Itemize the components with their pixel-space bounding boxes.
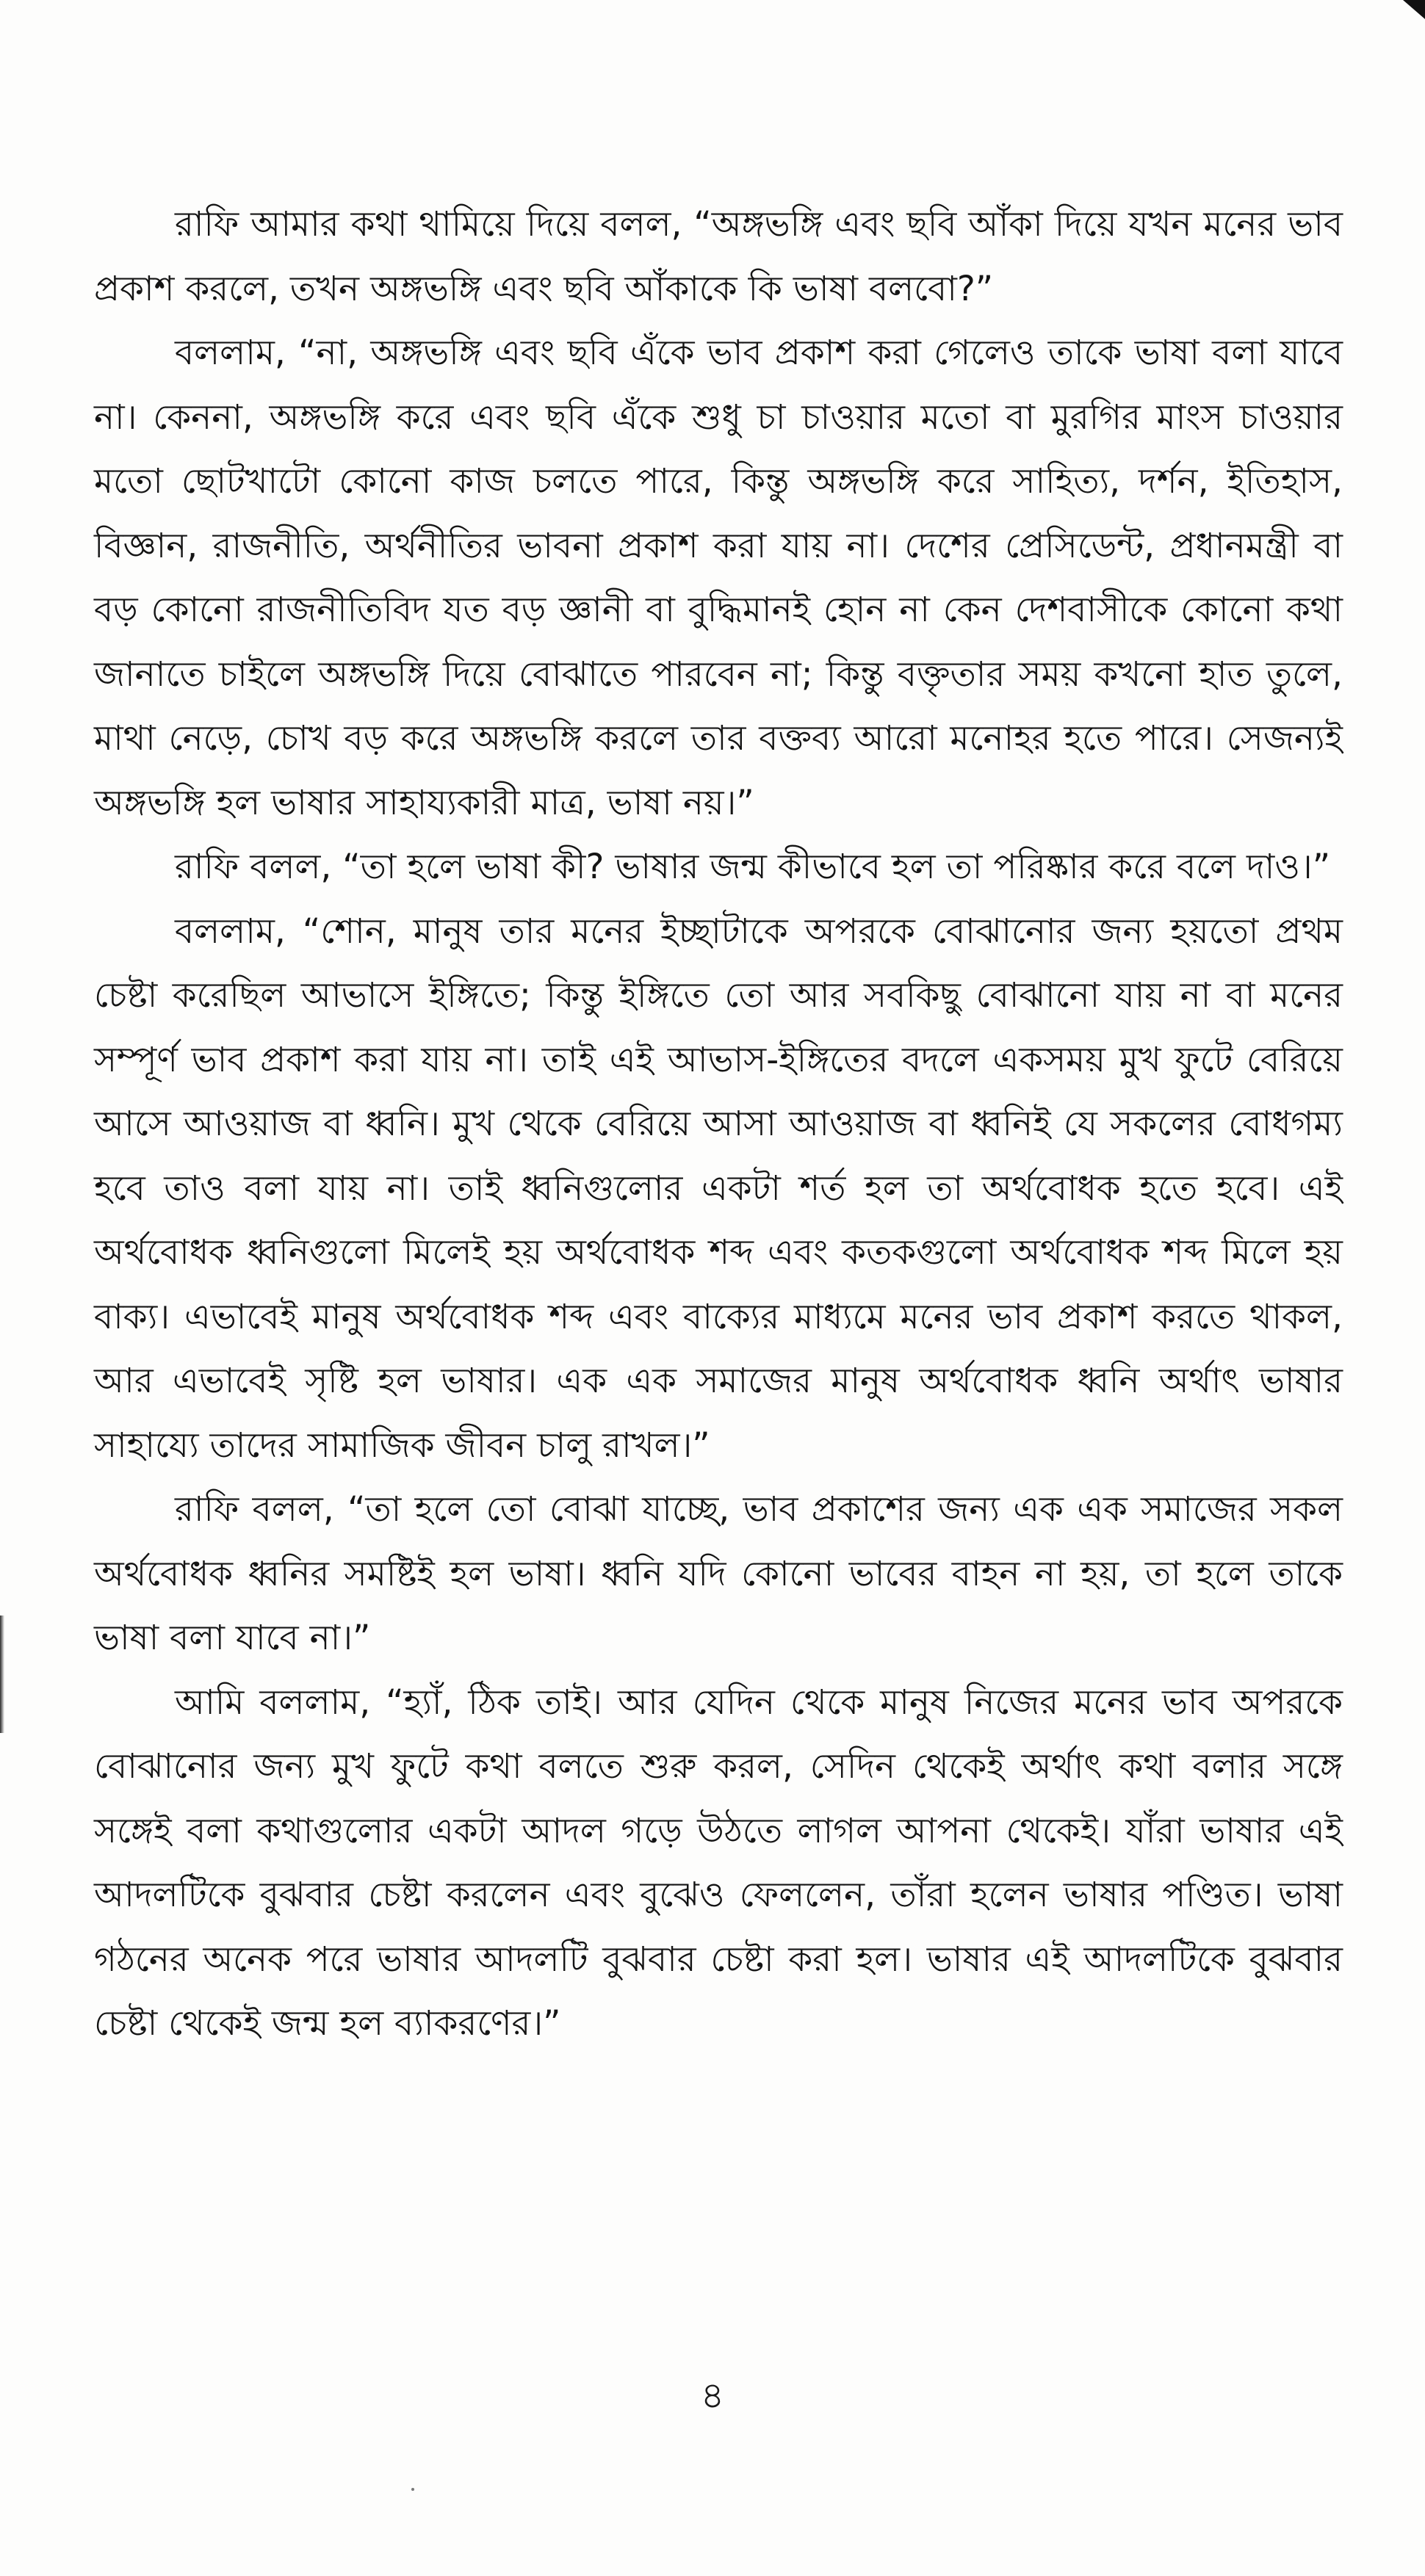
page-number: ৪ xyxy=(700,2374,725,2417)
paragraph-4: বললাম, “শোন, মানুষ তার মনের ইচ্ছাটাকে অপরকে বোঝানোর জন্য হয়তো প্রথম চেষ্টা করেছিল আভাসে ইঙ্গিতে; কিন্তু ইঙ্গিতে তো আর সবকিছু বোঝানো যায় না বা মনের সম্পূর্ণ ভাব প্রকাশ করা যায় না। তাই এই আভাস-ইঙ্গিতের বদলে একসময় মুখ ফুটে বেরিয়ে আসে আওয়াজ বা ধ্বনি। মুখ থেকে বেরিয়ে আসা আওয়াজ বা ধ্বনিই যে সকলের বোধগম্য হবে তাও বলা যায় না। তাই ধ্বনিগুলোর একটা শর্ত হল তা অর্থবোধক হতে হবে। এই অর্থবোধক ধ্বনিগুলো মিলেই হয় অর্থবোধক শব্দ এবং কতকগুলো অর্থবোধক শব্দ মিলে হয় বাক্য। এভাবেই মানুষ অর্থবোধক শব্দ এবং বাক্যের মাধ্যমে মনের ভাব প্রকাশ করতে থাকল, আর এভাবেই সৃষ্টি হল ভাষার। এক এক সমাজের মানুষ অর্থবোধক ধ্বনি অর্থাৎ ভাষার সাহায্যে তাদের সামাজিক জীবন চালু রাখল।” xyxy=(94,911,1343,1466)
scan-edge-shadow xyxy=(0,1616,4,1733)
page-body xyxy=(94,192,1343,2056)
scan-corner-mark xyxy=(1403,0,1425,19)
paragraph-5: রাফি বলল, “তা হলে তো বোঝা যাচ্ছে, ভাব প্রকাশের জন্য এক এক সমাজের সকল অর্থবোধক ধ্বনির সমষ্টিই হল ভাষা। ধ্বনি যদি কোনো ভাবের বাহন না হয়, তা হলে তাকে ভাষা বলা যাবে না।” xyxy=(94,1489,1343,1658)
scan-speck xyxy=(411,2488,414,2491)
paragraph-2: বললাম, “না, অঙ্গভঙ্গি এবং ছবি এঁকে ভাব প্রকাশ করা গেলেও তাকে ভাষা বলা যাবে না। কেননা, অঙ্গভঙ্গি করে এবং ছবি এঁকে শুধু চা চাওয়ার মতো বা মুরগির মাংস চাওয়ার মতো ছোটখাটো কোনো কাজ চলতে পারে, কিন্তু অঙ্গভঙ্গি করে সাহিত্য, দর্শন, ইতিহাস, বিজ্ঞান, রাজনীতি, অর্থনীতির ভাবনা প্রকাশ করা যায় না। দেশের প্রেসিডেন্ট, প্রধানমন্ত্রী বা বড় কোনো রাজনীতিবিদ যত বড় জ্ঞানী বা বুদ্ধিমানই হোন না কেন দেশবাসীকে কোনো কথা জানাতে চাইলে অঙ্গভঙ্গি দিয়ে বোঝাতে পারবেন না; কিন্তু বক্তৃতার সময় কখনো হাত তুলে, মাথা নেড়ে, চোখ বড় করে অঙ্গভঙ্গি করলে তার বক্তব্য আরো মনোহর হতে পারে। সেজন্যই অঙ্গভঙ্গি হল ভাষার সাহায্যকারী মাত্র, ভাষা নয়।” xyxy=(94,333,1343,823)
paragraph-6: আমি বললাম, “হ্যাঁ, ঠিক তাই। আর যেদিন থেকে মানুষ নিজের মনের ভাব অপরকে বোঝানোর জন্য মুখ ফুটে কথা বলতে শুরু করল, সেদিন থেকেই অর্থাৎ কথা বলার সঙ্গে সঙ্গেই বলা কথাগুলোর একটা আদল গড়ে উঠতে লাগল আপনা থেকেই। যাঁরা ভাষার এই আদলটিকে বুঝবার চেষ্টা করলেন এবং বুঝেও ফেললেন, তাঁরা হলেন ভাষার পণ্ডিত। ভাষা গঠনের অনেক পরে ভাষার আদলটি বুঝবার চেষ্টা করা হল। ভাষার এই আদলটিকে বুঝবার চেষ্টা থেকেই জন্ম হল ব্যাকরণের।” xyxy=(94,1682,1343,2044)
paragraph-1: রাফি আমার কথা থামিয়ে দিয়ে বলল, “অঙ্গভঙ্গি এবং ছবি আঁকা দিয়ে যখন মনের ভাব প্রকাশ করলে, তখন অঙ্গভঙ্গি এবং ছবি আঁকাকে কি ভাষা বলবো?” xyxy=(94,204,1343,309)
paragraph-3: রাফি বলল, “তা হলে ভাষা কী? ভাষার জন্ম কীভাবে হল তা পরিষ্কার করে বলে দাও।” xyxy=(175,847,1331,887)
